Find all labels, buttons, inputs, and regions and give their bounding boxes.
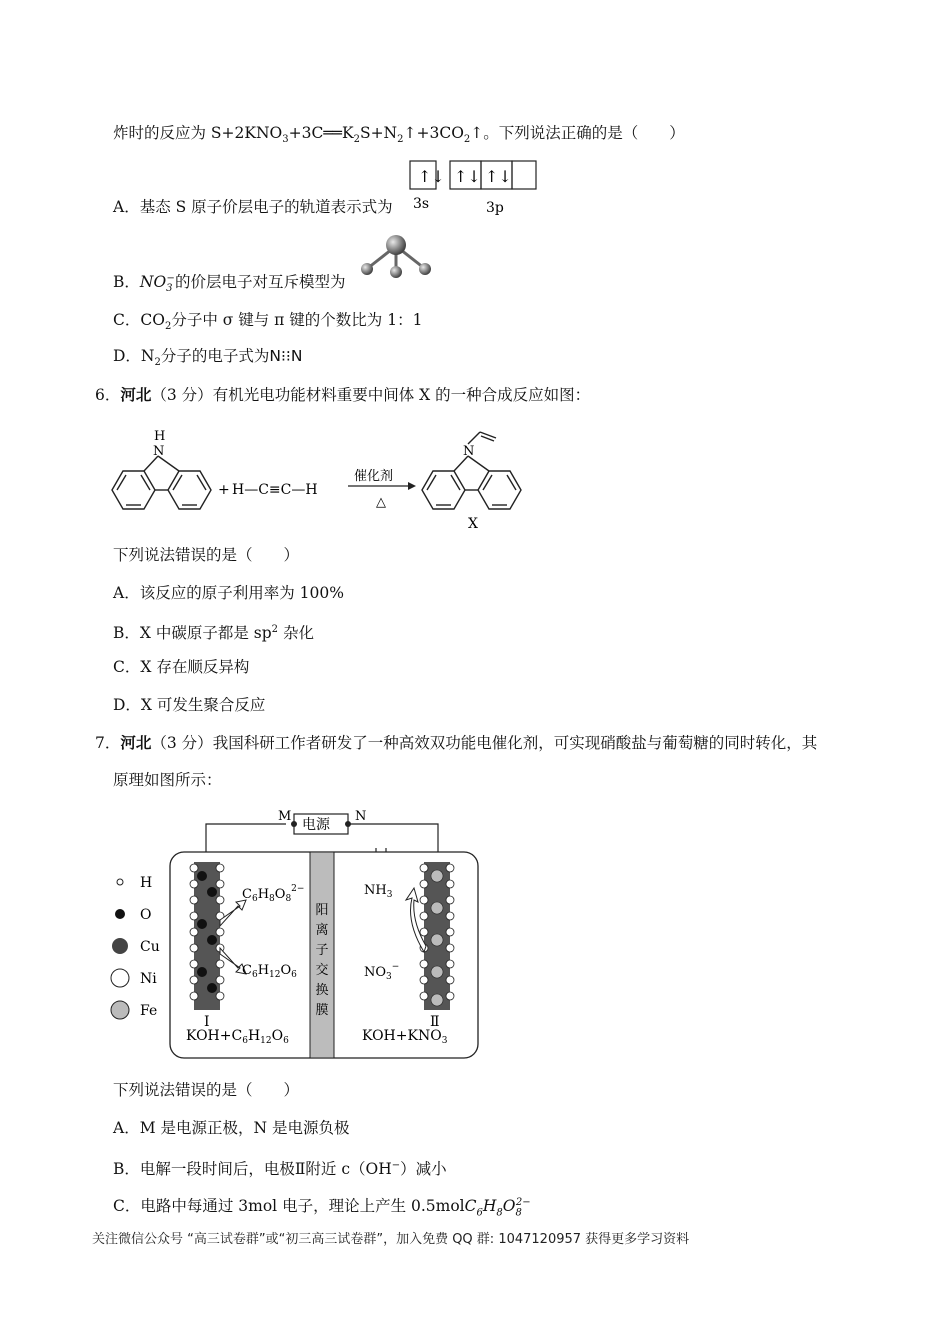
q6-option-a: A．该反应的原子利用率为 100%: [113, 584, 344, 602]
svg-text:↑↓: ↑↓: [454, 167, 481, 186]
svg-text:电源: 电源: [302, 817, 330, 833]
right-solution: $KOH+KNO_3$: [362, 1028, 448, 1046]
svg-text:H: H: [154, 429, 166, 444]
q6-option-d: D．X 可发生聚合反应: [113, 696, 266, 714]
svg-text:N: N: [355, 809, 367, 824]
q7-ask: 下列说法错误的是（ ）: [113, 1081, 300, 1099]
electrolysis-diagram: [108, 802, 488, 1064]
atom-legend: [111, 875, 160, 1019]
svg-text:M: M: [278, 809, 292, 824]
svg-text:↑↓: ↑↓: [418, 167, 445, 186]
footer-note: 关注微信公众号 “高三试卷群”或“初三高三试卷群”，加入免费 QQ 群: 1047120957 获得更多学习资料: [92, 1232, 690, 1247]
svg-text:Ni: Ni: [140, 971, 157, 987]
q6-ask: 下列说法错误的是（ ）: [113, 546, 300, 564]
nitrate-label: $NO_3^-$: [364, 962, 400, 982]
q5-option-d: D．$N_2$分子的电子式为N⁝⁝N: [113, 347, 303, 369]
svg-text:↑↓: ↑↓: [485, 167, 512, 186]
q7-option-c: C．电路中每通过 3mol 电子，理论上产生 $0.5molC_6H_8O_8^{2-}$: [113, 1197, 531, 1219]
svg-text:Ⅰ: Ⅰ: [204, 1014, 210, 1030]
svg-text:交: 交: [315, 963, 329, 978]
trigonal-planar-model: [356, 232, 436, 282]
q5-option-a: A．基态 S 原子价层电子的轨道表示式为: [113, 198, 393, 216]
orbital-diagram: [408, 160, 538, 216]
reaction-scheme: [108, 428, 538, 536]
q6-option-c: C．X 存在顺反异构: [113, 658, 250, 676]
svg-text:膜: 膜: [315, 1003, 329, 1018]
electrode-i: [190, 862, 224, 1010]
svg-text:Fe: Fe: [140, 1003, 158, 1019]
label-3s: 3s: [413, 196, 430, 212]
svg-text:阳: 阳: [315, 903, 329, 918]
svg-text:+: +: [218, 482, 230, 498]
q7-stem-line2: 原理如图所示：: [113, 771, 222, 789]
ammonia-label: $NH_3$: [364, 883, 393, 900]
q6-option-b: B．X 中碳原子都是 $sp^2$ 杂化: [113, 624, 314, 643]
electrode-ii: [420, 862, 454, 1010]
svg-text:O: O: [140, 907, 152, 923]
svg-text:换: 换: [315, 983, 329, 998]
product-label: X: [468, 516, 478, 532]
svg-text:催化剂: 催化剂: [354, 469, 394, 484]
left-solution: $KOH+C_6H_{12}O_6$: [186, 1028, 289, 1046]
q7-stem-line1: 7．河北（3 分）我国科研工作者研发了一种高效双功能电催化剂，可实现硝酸盐与葡萄糖的同时转化，其: [95, 733, 818, 752]
q7-option-a: A．M 是电源正极，N 是电源负极: [113, 1119, 350, 1137]
q6-stem: 6．河北（3 分）有机光电功能材料重要中间体 X 的一种合成反应如图：: [95, 385, 591, 404]
carbazole-structure: [112, 456, 211, 509]
svg-text:N: N: [153, 444, 165, 459]
q5-option-c: C．$CO_2$分子中 σ 键与 π 键的个数比为 1：1: [113, 311, 423, 333]
svg-text:△: △: [376, 495, 386, 510]
acetylene-formula: H—C≡C—H: [232, 482, 318, 498]
label-3p: 3p: [486, 200, 504, 216]
svg-text:N: N: [463, 444, 475, 459]
glucarate-label: $C_6H_8O_8^{2-}$: [242, 884, 305, 904]
svg-text:H: H: [140, 875, 153, 891]
q5-stem-line: 炸时的反应为 $S+2KNO_3+3C══K_2S+N_2↑+3CO_2↑$。下列说法正确的是（ ）: [113, 124, 685, 146]
glucose-label: $C_6H_{12}O_6$: [242, 963, 297, 980]
svg-text:离: 离: [315, 923, 329, 938]
svg-text:子: 子: [315, 943, 329, 958]
q7-option-b: B．电解一段时间后，电极Ⅱ附近 c（OH−）减小: [113, 1160, 447, 1179]
svg-text:Ⅱ: Ⅱ: [430, 1014, 440, 1030]
svg-text:Cu: Cu: [140, 939, 160, 955]
q5-option-b: B．$NO_3^-$的价层电子对互斥模型为: [113, 273, 346, 295]
